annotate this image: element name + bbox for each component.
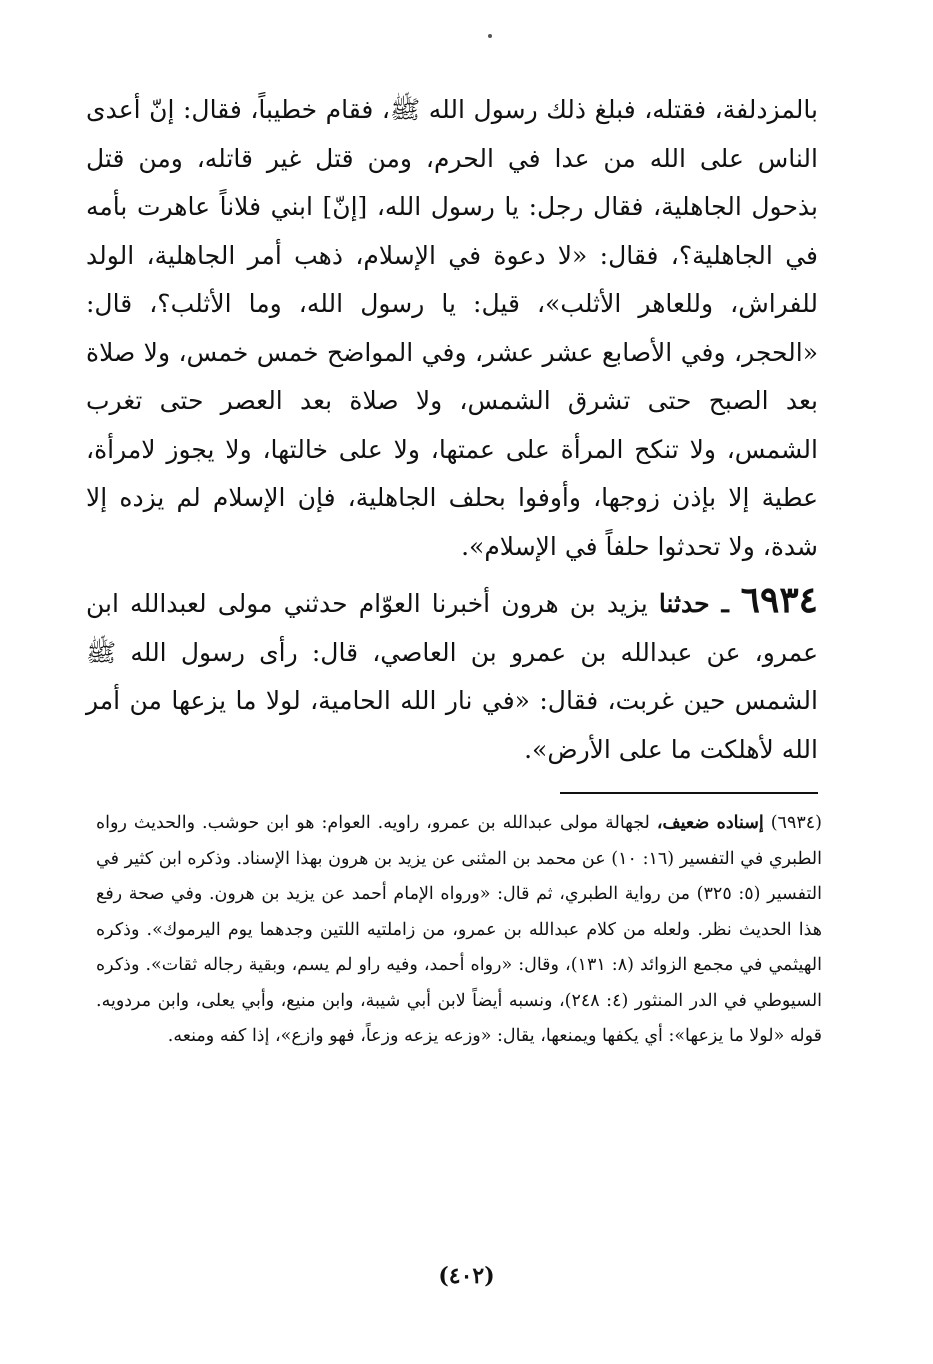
footnote-number: (٦٩٣٤) bbox=[770, 813, 822, 833]
footnote-grade: إسناده ضعيف، bbox=[656, 813, 764, 833]
hadith-text: يزيد بن هرون أخبرنا العوّام حدثني مولى لعبدالله ابن عمرو، عن عبدالله بن عمرو بن العاصي، قال: رأى رسول الله ﷺ الشمس حين غربت، فقال: «في نار الله الحامية، لولا ما يزعها من أمر الله لأهلكت ما على الأرض». bbox=[86, 589, 818, 764]
hadith-paragraph bbox=[86, 576, 818, 774]
footnote bbox=[96, 806, 822, 1055]
main-paragraph: بالمزدلفة، فقتله، فبلغ ذلك رسول الله ﷺ، فقام خطيباً، فقال: إنّ أعدى الناس على الله من عدا في الحرم، ومن قتل غير قاتله، ومن قتل بذحول الجاهلية، فقال رجل: يا رسول الله، [إنّ] ابني فلاناً عاهرت بأمه في الجاهلية؟، فقال: «لا دعوة في الإسلام، ذهب أمر الجاهلية، الولد للفراش، وللعاهر الأثلب»، قيل: يا رسول الله، وما الأثلب؟، قال: «الحجر، وفي الأصابع عشر عشر، وفي المواضح خمس خمس، ولا صلاة بعد الصبح حتى تشرق الشمس، ولا صلاة بعد العصر حتى تغرب الشمس، ولا تنكح المرأة على عمتها، ولا على خالتها، ولا يجوز لامرأة، عطية إلا بإذن زوجها، وأوفوا بحلف الجاهلية، فإن الإسلام لم يزده إلا شدة، ولا تحدثوا حلفاً في الإسلام». bbox=[86, 95, 818, 561]
page-number: (٤٠٢) bbox=[438, 1263, 495, 1289]
footnote-divider bbox=[560, 792, 818, 794]
hadith-dash: ـ bbox=[709, 589, 741, 618]
hadith-intro: حدثنا bbox=[658, 589, 710, 618]
footnote-text: لجهالة مولى عبدالله بن عمرو، راويه. العوام: هو ابن حوشب. والحديث رواه الطبري في التفسير (١٦: ١٠) عن محمد بن المثنى عن يزيد بن هرون بهذا الإسناد. وذكره ابن كثير في التفسير (٥: ٣٢٥) من رواية الطبري، ثم قال: «ورواه الإمام أحمد عن يزيد بن هرون. وفي صحة رفع هذا الحديث نظر. ولعله من كلام عبدالله بن عمرو، من زاملتيه اللتين وجدهما يوم اليرموك». وذكره الهيثمي في مجمع الزوائد (٨: ١٣١)، وقال: «رواه أحمد، وفيه راو لم يسم، وبقية رجاله ثقات». وذكره السيوطي في الدر المنثور (٤: ٢٤٨)، ونسبه أيضاً لابن أبي شيبة، وابن منيع، وأبي يعلى، وابن مردويه. قوله «لولا ما يزعها»: أي يكفها ويمنعها، يقال: «وزعه يزعه وزعاً، فهو وازع»، إذا كفه ومنعه. bbox=[96, 813, 823, 1046]
scan-dot bbox=[488, 34, 492, 38]
hadith-number: ٦٩٣٤ bbox=[740, 579, 818, 621]
